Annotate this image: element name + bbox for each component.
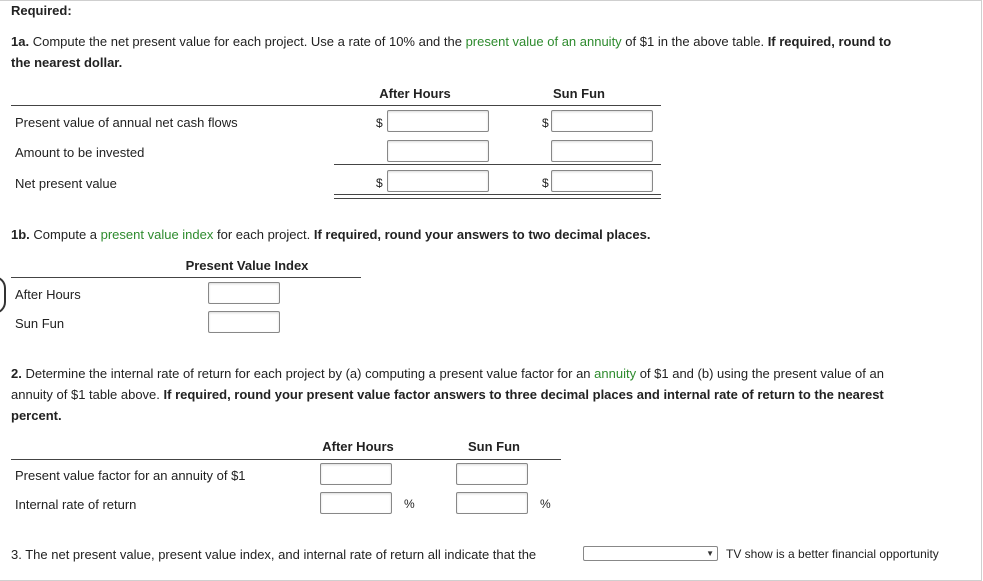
- q1b-text-2: for each project.: [213, 227, 314, 242]
- q1a-link-annuity[interactable]: present value of an annuity: [465, 34, 622, 49]
- q2-link-annuity[interactable]: annuity: [594, 366, 637, 381]
- q1a-dollar-after-hours-r3: $: [376, 176, 383, 190]
- q1a-row-amount-invested: Amount to be invested: [15, 145, 145, 160]
- q2-header-rule: [11, 459, 561, 460]
- q2-col-sun-fun: Sun Fun: [468, 439, 520, 454]
- required-heading: Required:: [11, 3, 72, 18]
- q3-text-before: 3. The net present value, present value index, and internal rate of return all indicate that the: [11, 547, 537, 562]
- q1b-text-1: Compute a: [33, 227, 101, 242]
- q2-text-3: annuity of $1 table above.: [11, 387, 164, 402]
- q2-sun-fun-percent: %: [540, 497, 551, 511]
- q1a-dollar-sun-fun-r3: $: [542, 176, 549, 190]
- q1b-header-rule: [11, 277, 361, 278]
- q2-sun-fun-factor-input[interactable]: [456, 463, 528, 485]
- q1a-subtotal-rule: [334, 164, 661, 165]
- q2-after-hours-percent: %: [404, 497, 415, 511]
- q1b-row-sun-fun: Sun Fun: [15, 316, 65, 331]
- q2-after-hours-irr-input[interactable]: [320, 492, 392, 514]
- q2-bold-1: If required, round your present value factor answers to three decimal places and internal rate of return to the nearest: [163, 387, 884, 402]
- q2-text-1: Determine the internal rate of return for each project by (a) computing a present value factor for an: [25, 366, 595, 381]
- q1a-instructions: [11, 31, 971, 73]
- q1b-col-pv-index: Present Value Index: [185, 258, 309, 273]
- q1b-bold-1: If required, round your answers to two decimal places.: [313, 227, 651, 242]
- q1b-after-hours-index-input[interactable]: [208, 282, 280, 304]
- q1b-link-pv-index[interactable]: present value index: [100, 227, 214, 242]
- q1a-label: 1a.: [11, 34, 30, 49]
- q2-row-pv-factor: Present value factor for an annuity of $1: [15, 468, 246, 483]
- q1a-col-sun-fun: Sun Fun: [553, 86, 605, 101]
- q1b-label: 1b.: [11, 227, 30, 242]
- q2-sun-fun-irr-input[interactable]: [456, 492, 528, 514]
- q1b-instructions: [11, 224, 971, 245]
- q1a-sun-fun-invested-input[interactable]: [551, 140, 653, 162]
- q1a-bold-2: the nearest dollar.: [11, 55, 123, 70]
- q1a-dollar-after-hours-r1: $: [376, 116, 383, 130]
- q1a-sun-fun-npv-input[interactable]: [551, 170, 653, 192]
- chevron-down-icon: ▼: [706, 549, 714, 558]
- q2-col-after-hours: After Hours: [322, 439, 394, 454]
- q1a-total-double-rule: [334, 194, 661, 199]
- q1a-col-after-hours: After Hours: [379, 86, 451, 101]
- q1a-bold-1: If required, round to: [767, 34, 892, 49]
- q1a-after-hours-pv-input[interactable]: [387, 110, 489, 132]
- q1a-row-pv-cash-flows: Present value of annual net cash flows: [15, 115, 238, 130]
- q2-instructions: [11, 363, 979, 426]
- q1a-dollar-sun-fun-r1: $: [542, 116, 549, 130]
- q2-row-irr: Internal rate of return: [15, 497, 137, 512]
- q1a-sun-fun-pv-input[interactable]: [551, 110, 653, 132]
- q1b-row-after-hours: After Hours: [15, 287, 81, 302]
- q1a-after-hours-npv-input[interactable]: [387, 170, 489, 192]
- q2-text-2: of $1 and (b) using the present value of an: [636, 366, 884, 381]
- q1a-text-2: of $1 in the above table.: [621, 34, 768, 49]
- q1a-after-hours-invested-input[interactable]: [387, 140, 489, 162]
- q2-bold-2: percent.: [11, 408, 62, 423]
- q3-tv-show-select[interactable]: [583, 546, 718, 561]
- q1a-row-npv: Net present value: [15, 176, 117, 191]
- q1a-text-1: Compute the net present value for each project. Use a rate of 10% and the: [32, 34, 466, 49]
- q2-label: 2.: [11, 366, 22, 381]
- q1a-header-rule: [11, 105, 661, 106]
- q2-after-hours-factor-input[interactable]: [320, 463, 392, 485]
- q1b-sun-fun-index-input[interactable]: [208, 311, 280, 333]
- q3-text-after: TV show is a better financial opportunity: [726, 547, 939, 561]
